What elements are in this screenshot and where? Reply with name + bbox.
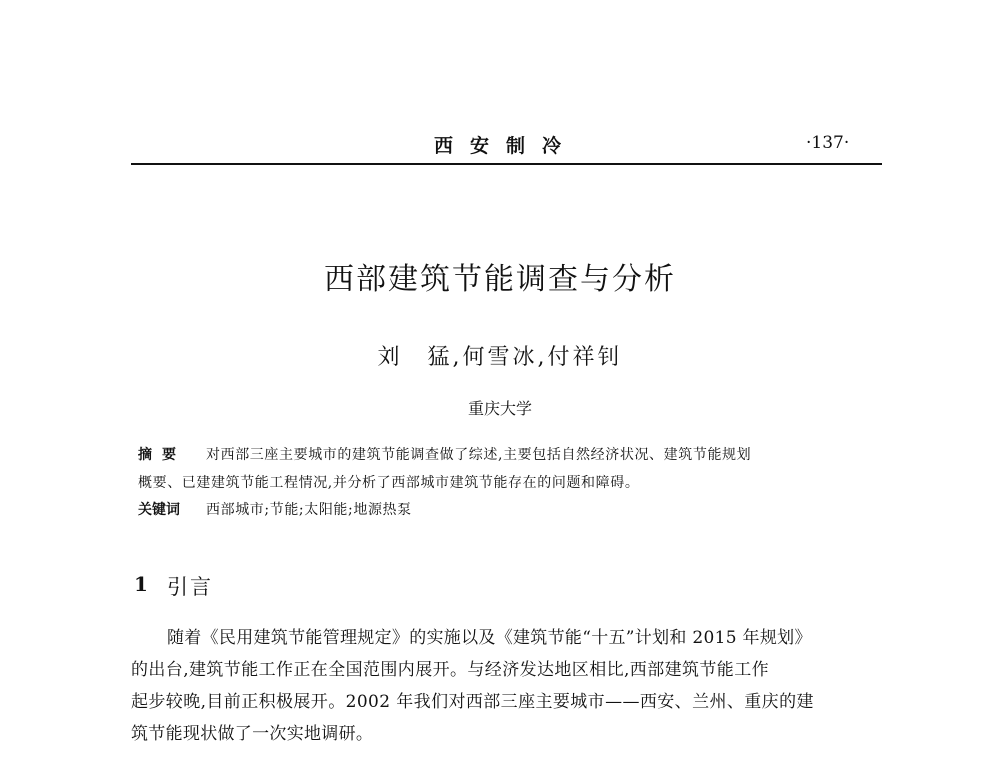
page-number: ·137· [806, 133, 850, 153]
keywords-label: 关键词 [138, 502, 180, 518]
abstract-line: 概要、已建建筑节能工程情况,并分析了西部城市建筑节能存在的问题和障碍。 [138, 475, 640, 491]
body-text-line: 起步较晚,目前正积极展开。2002 年我们对西部三座主要城市——西安、兰州、重庆的建 [131, 692, 814, 712]
article-authors: 刘 猛,何雪冰,付祥钊 [377, 345, 623, 370]
header-rule [131, 163, 882, 165]
article-title: 西部建筑节能调查与分析 [324, 262, 676, 297]
section-number: 1 [134, 572, 148, 596]
section-heading: 引言 [167, 575, 213, 599]
author-affiliation: 重庆大学 [467, 399, 532, 418]
keywords-text: 西部城市;节能;太阳能;地源热泵 [206, 502, 412, 518]
journal-name: 西安制冷 [434, 135, 579, 157]
abstract-label: 摘要 [138, 447, 186, 463]
body-text-line: 筑节能现状做了一次实地调研。 [131, 724, 374, 744]
abstract-line: 对西部三座主要城市的建筑节能调查做了综述,主要包括自然经济状况、建筑节能规划 [206, 447, 752, 463]
body-text-line: 的出台,建筑节能工作正在全国范围内展开。与经济发达地区相比,西部建筑节能工作 [131, 660, 770, 680]
body-text-line: 随着《民用建筑节能管理规定》的实施以及《建筑节能“十五”计划和 2015 年规划》 [167, 628, 812, 648]
